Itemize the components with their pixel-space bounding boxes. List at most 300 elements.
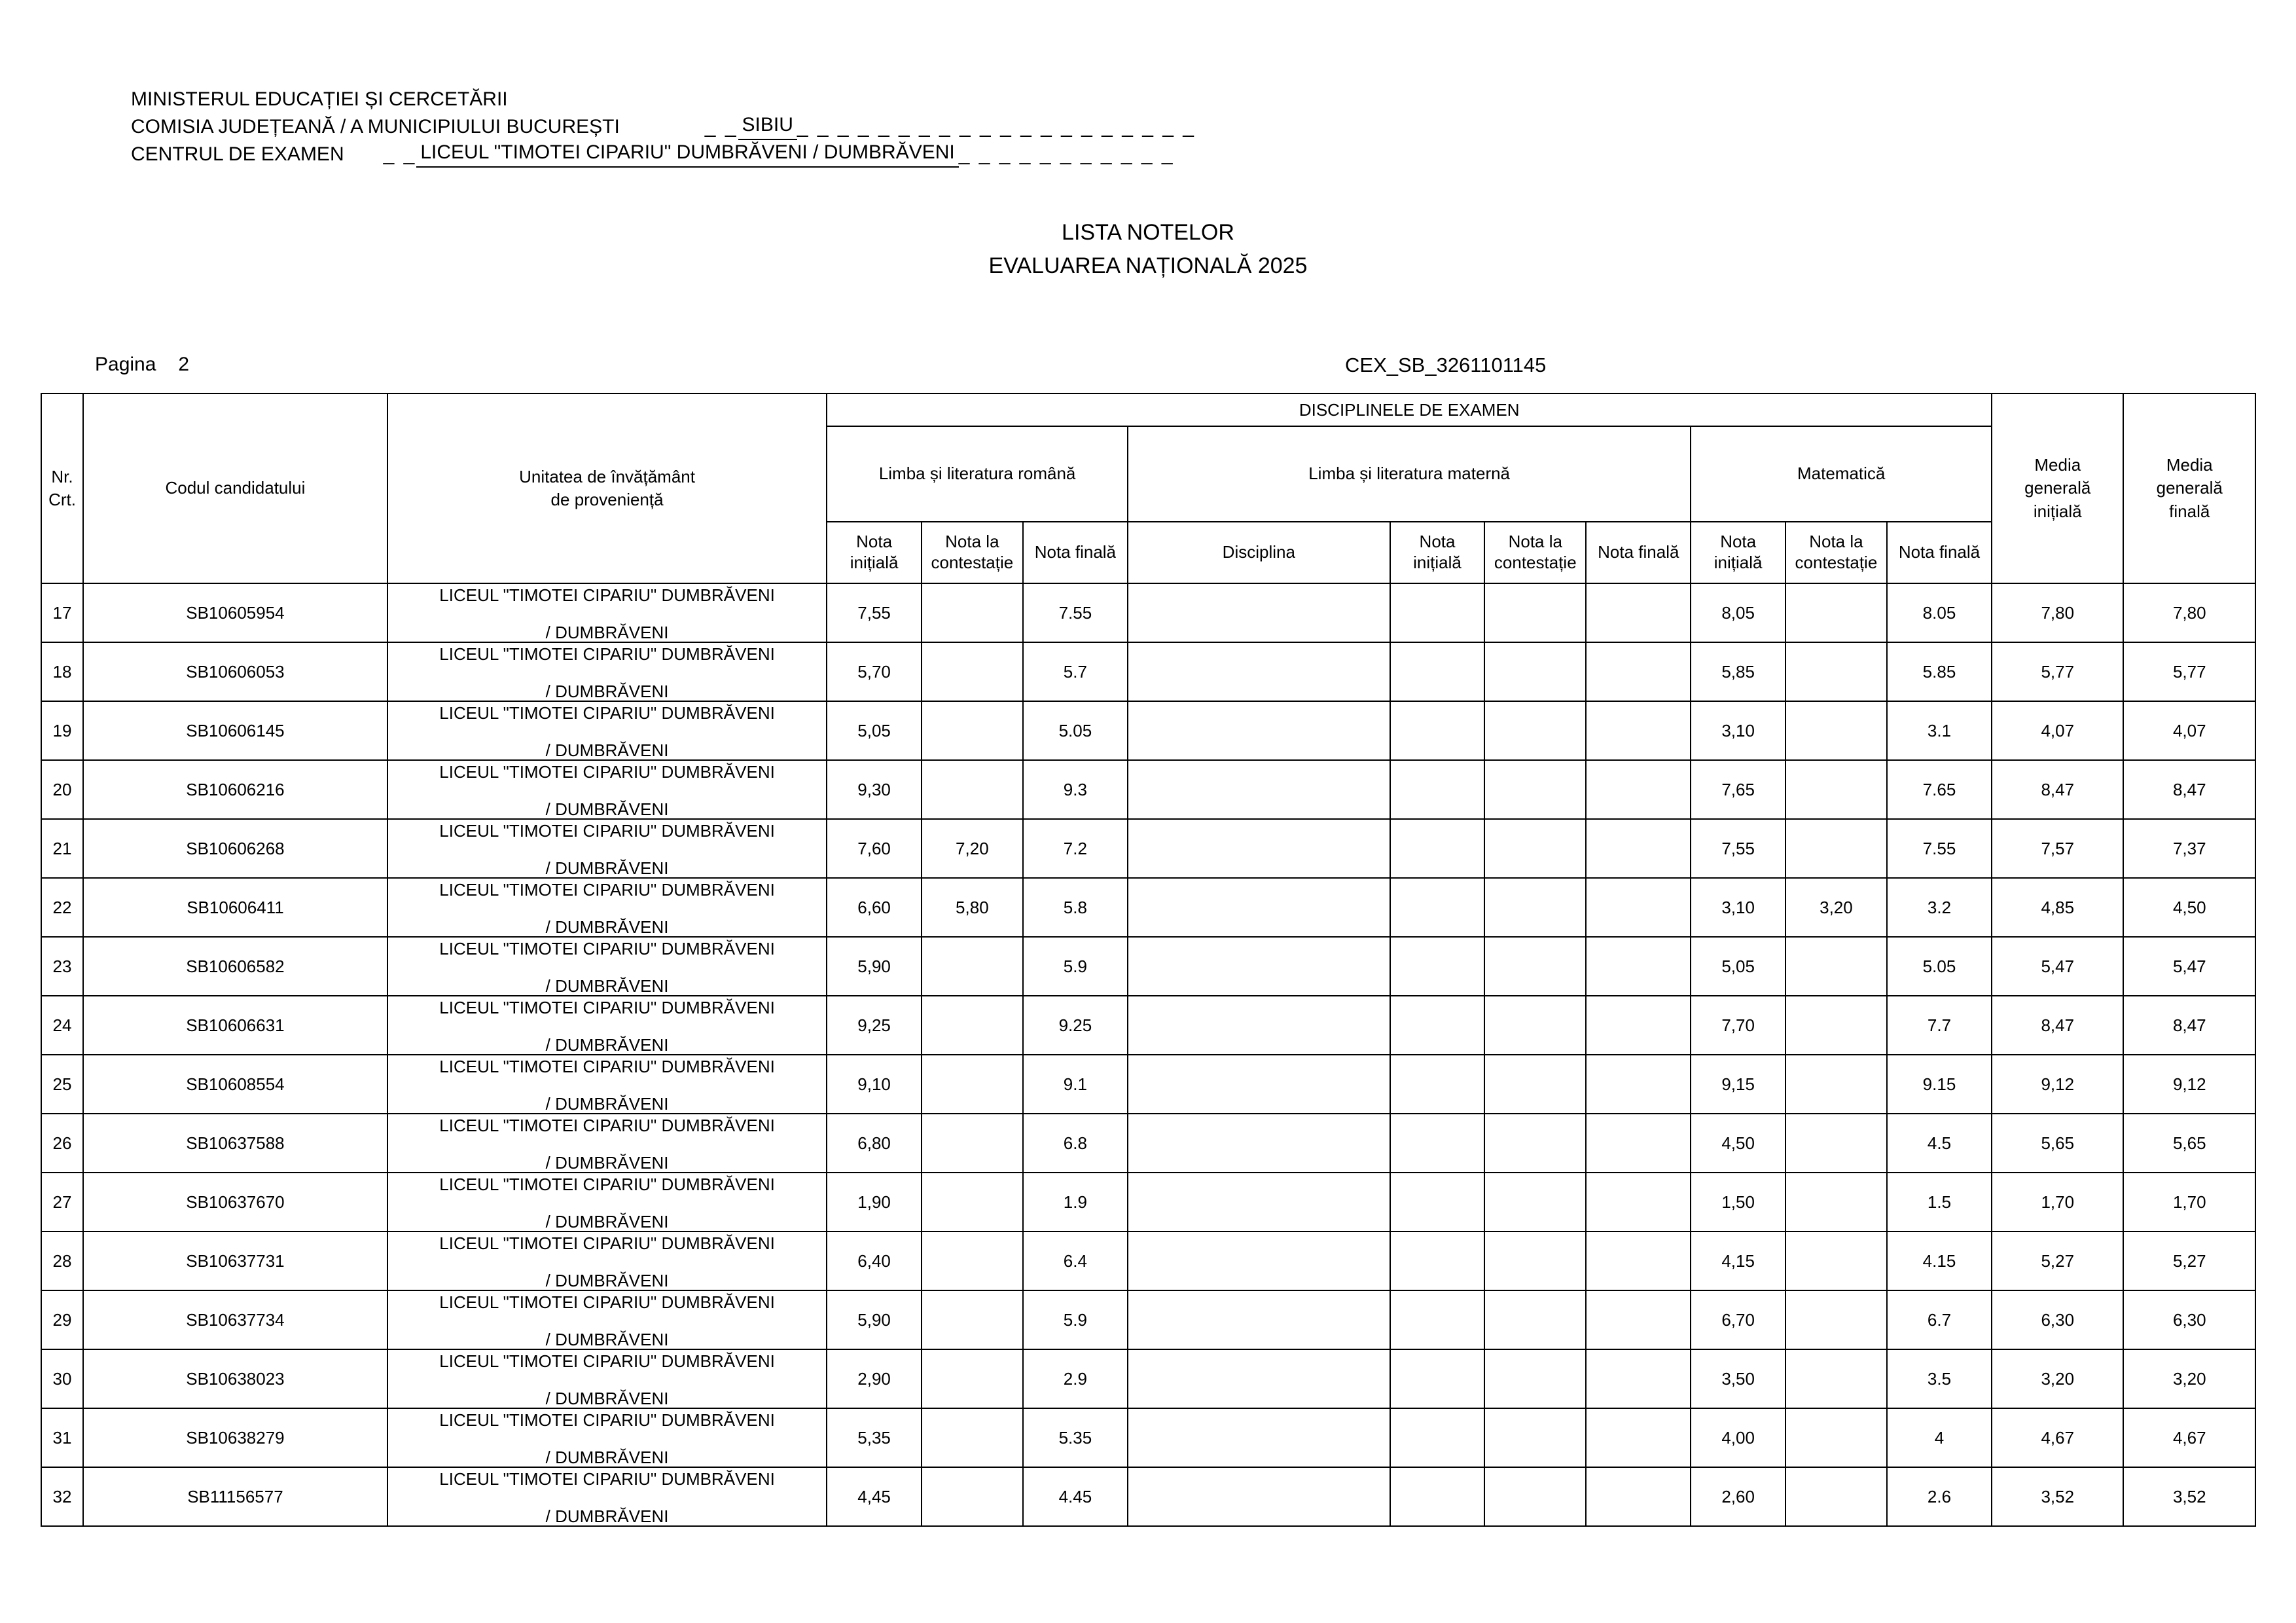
row-mate-nota-contestatie: [1785, 701, 1887, 760]
row-school-line2: / DUMBRĂVENI: [545, 1506, 669, 1526]
table-row: [41, 760, 2255, 819]
row-school: [387, 996, 827, 1055]
table-row: [41, 937, 2255, 996]
row-mate-nota-contestatie: [1785, 642, 1887, 701]
row-materna-disciplina: [1128, 1290, 1390, 1349]
row-mate-nota-contestatie: [1785, 1055, 1887, 1114]
row-rom-nota-initiala: 9,30: [827, 760, 922, 819]
row-rom-nota-finala: 9.3: [1023, 760, 1128, 819]
row-school-line1: LICEUL "TIMOTEI CIPARIU" DUMBRĂVENI: [439, 702, 775, 723]
media-initiala-line1: Media: [2034, 455, 2081, 475]
row-materna-nota-contestatie: [1484, 760, 1586, 819]
table-row: [41, 1055, 2255, 1114]
row-mate-nota-initiala: 5,05: [1691, 937, 1785, 996]
media-initiala-line2: generală: [2024, 478, 2091, 498]
row-mate-nota-contestatie: [1785, 583, 1887, 642]
row-school: [387, 1114, 827, 1173]
row-mate-nota-contestatie: [1785, 1290, 1887, 1349]
col-unitatea-invatamant: [387, 393, 827, 583]
row-school-line1: LICEUL "TIMOTEI CIPARIU" DUMBRĂVENI: [439, 938, 775, 958]
row-rom-nota-initiala: 5,70: [827, 642, 922, 701]
row-media-generala-initiala: 3,52: [1992, 1467, 2123, 1526]
row-media-generala-initiala: 5,47: [1992, 937, 2123, 996]
row-materna-nota-finala: [1586, 1231, 1691, 1290]
row-school-line2: / DUMBRĂVENI: [545, 1271, 669, 1290]
row-materna-nota-initiala: [1390, 701, 1485, 760]
table-row: [41, 701, 2255, 760]
row-school-line1: LICEUL "TIMOTEI CIPARIU" DUMBRĂVENI: [439, 820, 775, 841]
row-rom-nota-contestatie: [922, 1231, 1023, 1290]
row-materna-nota-finala: [1586, 1408, 1691, 1467]
group-matematica: Matematică: [1691, 426, 1992, 522]
center-value: LICEUL "TIMOTEI CIPARIU" DUMBRĂVENI / DUMBRĂVENI: [416, 139, 958, 168]
row-nr-crt: 29: [41, 1290, 83, 1349]
row-media-generala-finala: 5,27: [2123, 1231, 2255, 1290]
row-school-line1: LICEUL "TIMOTEI CIPARIU" DUMBRĂVENI: [439, 1115, 775, 1135]
row-materna-nota-contestatie: [1484, 642, 1586, 701]
row-materna-nota-finala: [1586, 1055, 1691, 1114]
mate-nota-contestatie-l2: contestație: [1795, 553, 1878, 572]
row-mate-nota-finala: 2.6: [1887, 1467, 1992, 1526]
row-mate-nota-contestatie: [1785, 1114, 1887, 1173]
row-school-line2: / DUMBRĂVENI: [545, 740, 669, 760]
meta-row: [0, 354, 2296, 380]
row-candidate-code: SB10606145: [83, 701, 387, 760]
row-school-line1: LICEUL "TIMOTEI CIPARIU" DUMBRĂVENI: [439, 997, 775, 1017]
row-rom-nota-contestatie: [922, 996, 1023, 1055]
row-media-generala-finala: 4,07: [2123, 701, 2255, 760]
row-mate-nota-initiala: 2,60: [1691, 1467, 1785, 1526]
row-rom-nota-initiala: 9,10: [827, 1055, 922, 1114]
group-limba-romana: Limba și literatura română: [827, 426, 1128, 522]
row-materna-disciplina: [1128, 878, 1390, 937]
row-materna-nota-finala: [1586, 642, 1691, 701]
title-line-2: EVALUAREA NAȚIONALĂ 2025: [988, 253, 1308, 278]
row-rom-nota-contestatie: [922, 642, 1023, 701]
row-school-line2: / DUMBRĂVENI: [545, 1448, 669, 1467]
row-materna-nota-contestatie: [1484, 878, 1586, 937]
commission-dash-prefix: _ _: [704, 116, 738, 138]
row-materna-disciplina: [1128, 819, 1390, 878]
row-media-generala-finala: 5,77: [2123, 642, 2255, 701]
row-media-generala-finala: 9,12: [2123, 1055, 2255, 1114]
cex-code: CEX_SB_3261101145: [1345, 354, 1547, 376]
row-materna-nota-contestatie: [1484, 701, 1586, 760]
row-nr-crt: 18: [41, 642, 83, 701]
row-mate-nota-finala: 9.15: [1887, 1055, 1992, 1114]
row-mate-nota-initiala: 5,85: [1691, 642, 1785, 701]
row-materna-nota-finala: [1586, 1290, 1691, 1349]
row-candidate-code: SB11156577: [83, 1467, 387, 1526]
row-materna-disciplina: [1128, 1231, 1390, 1290]
row-materna-nota-initiala: [1390, 1408, 1485, 1467]
row-rom-nota-contestatie: [922, 701, 1023, 760]
row-media-generala-initiala: 4,67: [1992, 1408, 2123, 1467]
row-materna-nota-initiala: [1390, 642, 1485, 701]
col-rom-nota-finala: Nota finală: [1023, 522, 1128, 583]
row-media-generala-initiala: 1,70: [1992, 1173, 2123, 1231]
row-nr-crt: 31: [41, 1408, 83, 1467]
row-rom-nota-contestatie: [922, 1467, 1023, 1526]
header-commission-line: [131, 113, 1196, 140]
row-materna-disciplina: [1128, 1349, 1390, 1408]
row-mate-nota-initiala: 3,10: [1691, 701, 1785, 760]
group-limba-materna: Limba și literatura maternă: [1128, 426, 1691, 522]
row-candidate-code: SB10606631: [83, 996, 387, 1055]
row-candidate-code: SB10637670: [83, 1173, 387, 1231]
row-materna-nota-finala: [1586, 1467, 1691, 1526]
row-mate-nota-finala: 6.7: [1887, 1290, 1992, 1349]
row-media-generala-initiala: 9,12: [1992, 1055, 2123, 1114]
row-materna-nota-initiala: [1390, 1467, 1485, 1526]
row-materna-nota-initiala: [1390, 1114, 1485, 1173]
row-mate-nota-finala: 7.7: [1887, 996, 1992, 1055]
col-materna-nota-finala: Nota finală: [1586, 522, 1691, 583]
row-nr-crt: 19: [41, 701, 83, 760]
row-school-line2: / DUMBRĂVENI: [545, 1389, 669, 1408]
row-materna-nota-finala: [1586, 701, 1691, 760]
header-ministry-line: [131, 85, 1196, 113]
row-school-line2: / DUMBRĂVENI: [545, 917, 669, 937]
table-row: [41, 1408, 2255, 1467]
row-materna-nota-finala: [1586, 819, 1691, 878]
row-candidate-code: SB10608554: [83, 1055, 387, 1114]
col-rom-nota-contestatie: [922, 522, 1023, 583]
row-materna-nota-contestatie: [1484, 583, 1586, 642]
col-nr-line1: Nr.: [51, 466, 73, 486]
row-nr-crt: 17: [41, 583, 83, 642]
row-school-line1: LICEUL "TIMOTEI CIPARIU" DUMBRĂVENI: [439, 1233, 775, 1253]
row-rom-nota-finala: 5.9: [1023, 937, 1128, 996]
row-media-generala-initiala: 7,80: [1992, 583, 2123, 642]
row-rom-nota-initiala: 4,45: [827, 1467, 922, 1526]
row-materna-disciplina: [1128, 996, 1390, 1055]
row-mate-nota-contestatie: [1785, 819, 1887, 878]
row-mate-nota-contestatie: [1785, 1349, 1887, 1408]
col-media-generala-finala: [2123, 393, 2255, 583]
row-rom-nota-contestatie: 7,20: [922, 819, 1023, 878]
media-finala-line1: Media: [2166, 455, 2213, 475]
row-school: [387, 937, 827, 996]
row-school: [387, 1173, 827, 1231]
row-candidate-code: SB10637731: [83, 1231, 387, 1290]
row-candidate-code: SB10606268: [83, 819, 387, 878]
row-rom-nota-finala: 5.7: [1023, 642, 1128, 701]
row-school: [387, 1055, 827, 1114]
row-mate-nota-initiala: 4,50: [1691, 1114, 1785, 1173]
row-media-generala-initiala: 7,57: [1992, 819, 2123, 878]
media-initiala-line3: inițială: [2033, 501, 2082, 521]
materna-nota-initiala-l2: inițială: [1413, 553, 1462, 572]
row-mate-nota-initiala: 1,50: [1691, 1173, 1785, 1231]
row-materna-disciplina: [1128, 1467, 1390, 1526]
row-materna-nota-initiala: [1390, 1055, 1485, 1114]
row-mate-nota-finala: 4.15: [1887, 1231, 1992, 1290]
row-materna-disciplina: [1128, 1114, 1390, 1173]
row-mate-nota-finala: 1.5: [1887, 1173, 1992, 1231]
header-center-line: [131, 140, 1196, 168]
row-rom-nota-finala: 5.35: [1023, 1408, 1128, 1467]
row-materna-nota-contestatie: [1484, 1408, 1586, 1467]
row-materna-nota-finala: [1586, 937, 1691, 996]
row-nr-crt: 22: [41, 878, 83, 937]
row-school-line2: / DUMBRĂVENI: [545, 858, 669, 878]
row-school: [387, 819, 827, 878]
rom-nota-initiala-l1: Nota: [856, 532, 893, 552]
row-mate-nota-finala: 3.5: [1887, 1349, 1992, 1408]
row-media-generala-finala: 4,67: [2123, 1408, 2255, 1467]
col-media-generala-initiala: [1992, 393, 2123, 583]
row-mate-nota-initiala: 4,15: [1691, 1231, 1785, 1290]
row-rom-nota-initiala: 5,90: [827, 1290, 922, 1349]
row-rom-nota-initiala: 1,90: [827, 1173, 922, 1231]
materna-nota-contestatie-l2: contestație: [1494, 553, 1577, 572]
row-nr-crt: 25: [41, 1055, 83, 1114]
page-indicator: [95, 354, 189, 376]
row-media-generala-finala: 1,70: [2123, 1173, 2255, 1231]
row-materna-nota-contestatie: [1484, 1349, 1586, 1408]
row-mate-nota-contestatie: [1785, 760, 1887, 819]
mate-nota-initiala-l1: Nota: [1720, 532, 1757, 552]
col-mate-nota-contestatie: [1785, 522, 1887, 583]
row-materna-nota-contestatie: [1484, 819, 1586, 878]
row-materna-nota-initiala: [1390, 878, 1485, 937]
row-rom-nota-finala: 4.45: [1023, 1467, 1128, 1526]
row-rom-nota-finala: 9.1: [1023, 1055, 1128, 1114]
materna-nota-contestatie-l1: Nota la: [1508, 532, 1562, 552]
row-mate-nota-finala: 3.1: [1887, 701, 1992, 760]
page-number: 2: [178, 354, 190, 375]
table-row: [41, 583, 2255, 642]
row-school: [387, 583, 827, 642]
row-school: [387, 878, 827, 937]
row-media-generala-initiala: 5,77: [1992, 642, 2123, 701]
row-media-generala-initiala: 6,30: [1992, 1290, 2123, 1349]
row-nr-crt: 27: [41, 1173, 83, 1231]
row-school-line1: LICEUL "TIMOTEI CIPARIU" DUMBRĂVENI: [439, 879, 775, 900]
row-mate-nota-finala: 4: [1887, 1408, 1992, 1467]
row-media-generala-finala: 6,30: [2123, 1290, 2255, 1349]
row-materna-nota-contestatie: [1484, 1055, 1586, 1114]
row-rom-nota-initiala: 6,40: [827, 1231, 922, 1290]
row-school-line1: LICEUL "TIMOTEI CIPARIU" DUMBRĂVENI: [439, 761, 775, 782]
row-school: [387, 701, 827, 760]
row-nr-crt: 24: [41, 996, 83, 1055]
center-label: CENTRUL DE EXAMEN: [131, 143, 344, 166]
row-mate-nota-finala: 5.05: [1887, 937, 1992, 996]
row-school: [387, 642, 827, 701]
col-materna-nota-initiala: [1390, 522, 1485, 583]
row-mate-nota-contestatie: [1785, 937, 1887, 996]
row-mate-nota-initiala: 7,70: [1691, 996, 1785, 1055]
row-rom-nota-contestatie: [922, 1114, 1023, 1173]
row-materna-nota-contestatie: [1484, 1467, 1586, 1526]
commission-dashes: _ _ _ _ _ _ _ _ _ _ _ _ _ _ _ _ _ _ _ _: [797, 116, 1196, 138]
table-row: [41, 1173, 2255, 1231]
row-rom-nota-contestatie: [922, 937, 1023, 996]
row-nr-crt: 20: [41, 760, 83, 819]
row-school-line1: LICEUL "TIMOTEI CIPARIU" DUMBRĂVENI: [439, 585, 775, 605]
row-rom-nota-contestatie: [922, 760, 1023, 819]
table-body: [41, 583, 2255, 1526]
row-rom-nota-finala: 2.9: [1023, 1349, 1128, 1408]
col-materna-nota-contestatie: [1484, 522, 1586, 583]
row-media-generala-finala: 5,47: [2123, 937, 2255, 996]
row-mate-nota-finala: 7.65: [1887, 760, 1992, 819]
page-label: Pagina: [95, 354, 156, 375]
row-mate-nota-contestatie: [1785, 1408, 1887, 1467]
row-candidate-code: SB10605954: [83, 583, 387, 642]
document-header: [131, 85, 1196, 168]
row-candidate-code: SB10637734: [83, 1290, 387, 1349]
row-school: [387, 1231, 827, 1290]
center-dash-prefix: _ _: [383, 143, 417, 166]
row-materna-nota-finala: [1586, 760, 1691, 819]
row-rom-nota-contestatie: [922, 1408, 1023, 1467]
table-row: [41, 642, 2255, 701]
table-row: [41, 1290, 2255, 1349]
table-head: [41, 393, 2255, 583]
mate-nota-initiala-l2: inițială: [1713, 553, 1763, 572]
row-candidate-code: SB10637588: [83, 1114, 387, 1173]
row-materna-nota-initiala: [1390, 1290, 1485, 1349]
row-nr-crt: 21: [41, 819, 83, 878]
row-mate-nota-initiala: 4,00: [1691, 1408, 1785, 1467]
row-rom-nota-contestatie: 5,80: [922, 878, 1023, 937]
row-materna-nota-finala: [1586, 1349, 1691, 1408]
row-materna-nota-contestatie: [1484, 1290, 1586, 1349]
rom-nota-initiala-l2: inițială: [850, 553, 899, 572]
table-row: [41, 1467, 2255, 1526]
row-mate-nota-contestatie: [1785, 996, 1887, 1055]
row-school: [387, 760, 827, 819]
row-mate-nota-initiala: 7,65: [1691, 760, 1785, 819]
row-materna-disciplina: [1128, 1408, 1390, 1467]
row-school-line1: LICEUL "TIMOTEI CIPARIU" DUMBRĂVENI: [439, 1410, 775, 1430]
row-media-generala-initiala: 3,20: [1992, 1349, 2123, 1408]
row-rom-nota-finala: 5.8: [1023, 878, 1128, 937]
table-row: [41, 819, 2255, 878]
row-rom-nota-initiala: 7,55: [827, 583, 922, 642]
row-school: [387, 1349, 827, 1408]
row-rom-nota-contestatie: [922, 1173, 1023, 1231]
row-materna-nota-finala: [1586, 1173, 1691, 1231]
row-candidate-code: SB10606582: [83, 937, 387, 996]
header-row-group: [41, 393, 2255, 426]
row-media-generala-finala: 8,47: [2123, 996, 2255, 1055]
row-materna-disciplina: [1128, 937, 1390, 996]
row-rom-nota-finala: 6.4: [1023, 1231, 1128, 1290]
row-rom-nota-finala: 9.25: [1023, 996, 1128, 1055]
row-materna-nota-initiala: [1390, 760, 1485, 819]
row-media-generala-initiala: 8,47: [1992, 760, 2123, 819]
row-materna-nota-initiala: [1390, 583, 1485, 642]
row-school-line2: / DUMBRĂVENI: [545, 1212, 669, 1231]
row-rom-nota-contestatie: [922, 1349, 1023, 1408]
row-materna-disciplina: [1128, 760, 1390, 819]
center-dashes: _ _ _ _ _ _ _ _ _ _ _: [958, 143, 1175, 166]
row-materna-nota-contestatie: [1484, 996, 1586, 1055]
row-materna-nota-initiala: [1390, 937, 1485, 996]
media-finala-line2: generală: [2156, 478, 2223, 498]
row-materna-nota-contestatie: [1484, 1173, 1586, 1231]
row-school: [387, 1408, 827, 1467]
row-mate-nota-contestatie: 3,20: [1785, 878, 1887, 937]
row-rom-nota-initiala: 5,90: [827, 937, 922, 996]
col-mate-nota-finala: Nota finală: [1887, 522, 1992, 583]
row-media-generala-initiala: 4,85: [1992, 878, 2123, 937]
row-school-line2: / DUMBRĂVENI: [545, 976, 669, 996]
row-rom-nota-contestatie: [922, 1055, 1023, 1114]
row-rom-nota-initiala: 6,80: [827, 1114, 922, 1173]
row-nr-crt: 28: [41, 1231, 83, 1290]
media-finala-line3: finală: [2169, 501, 2210, 521]
materna-nota-initiala-l1: Nota: [1419, 532, 1456, 552]
title-line-1: LISTA NOTELOR: [1062, 220, 1234, 245]
row-candidate-code: SB10606053: [83, 642, 387, 701]
row-media-generala-finala: 3,52: [2123, 1467, 2255, 1526]
row-mate-nota-contestatie: [1785, 1231, 1887, 1290]
row-school-line1: LICEUL "TIMOTEI CIPARIU" DUMBRĂVENI: [439, 1174, 775, 1194]
row-school-line2: / DUMBRĂVENI: [545, 799, 669, 819]
row-rom-nota-finala: 7.2: [1023, 819, 1128, 878]
row-media-generala-finala: 8,47: [2123, 760, 2255, 819]
row-rom-nota-finala: 5.05: [1023, 701, 1128, 760]
row-school-line2: / DUMBRĂVENI: [545, 623, 669, 642]
row-media-generala-initiala: 4,07: [1992, 701, 2123, 760]
row-rom-nota-initiala: 2,90: [827, 1349, 922, 1408]
col-school-line2: de proveniență: [550, 490, 664, 509]
row-mate-nota-contestatie: [1785, 1467, 1887, 1526]
grades-table: [41, 393, 2256, 1527]
row-rom-nota-initiala: 9,25: [827, 996, 922, 1055]
row-school-line1: LICEUL "TIMOTEI CIPARIU" DUMBRĂVENI: [439, 1056, 775, 1076]
row-nr-crt: 23: [41, 937, 83, 996]
row-rom-nota-initiala: 5,05: [827, 701, 922, 760]
row-mate-nota-finala: 4.5: [1887, 1114, 1992, 1173]
row-rom-nota-finala: 6.8: [1023, 1114, 1128, 1173]
row-materna-nota-finala: [1586, 1114, 1691, 1173]
row-school-line1: LICEUL "TIMOTEI CIPARIU" DUMBRĂVENI: [439, 1292, 775, 1312]
row-media-generala-initiala: 5,27: [1992, 1231, 2123, 1290]
row-rom-nota-initiala: 7,60: [827, 819, 922, 878]
row-mate-nota-finala: 8.05: [1887, 583, 1992, 642]
row-media-generala-initiala: 5,65: [1992, 1114, 2123, 1173]
row-materna-nota-initiala: [1390, 1173, 1485, 1231]
row-mate-nota-initiala: 3,50: [1691, 1349, 1785, 1408]
row-materna-disciplina: [1128, 1055, 1390, 1114]
row-media-generala-finala: 4,50: [2123, 878, 2255, 937]
row-mate-nota-initiala: 3,10: [1691, 878, 1785, 937]
row-school-line2: / DUMBRĂVENI: [545, 682, 669, 701]
col-nr-crt: [41, 393, 83, 583]
table-row: [41, 996, 2255, 1055]
row-media-generala-finala: 7,37: [2123, 819, 2255, 878]
col-mate-nota-initiala: [1691, 522, 1785, 583]
row-mate-nota-finala: 3.2: [1887, 878, 1992, 937]
row-mate-nota-finala: 7.55: [1887, 819, 1992, 878]
row-rom-nota-initiala: 6,60: [827, 878, 922, 937]
row-school-line2: / DUMBRĂVENI: [545, 1153, 669, 1173]
row-media-generala-initiala: 8,47: [1992, 996, 2123, 1055]
row-materna-nota-contestatie: [1484, 1114, 1586, 1173]
row-school-line2: / DUMBRĂVENI: [545, 1094, 669, 1114]
row-materna-nota-initiala: [1390, 819, 1485, 878]
row-materna-nota-finala: [1586, 583, 1691, 642]
table-row: [41, 1231, 2255, 1290]
row-materna-disciplina: [1128, 642, 1390, 701]
row-materna-nota-contestatie: [1484, 1231, 1586, 1290]
